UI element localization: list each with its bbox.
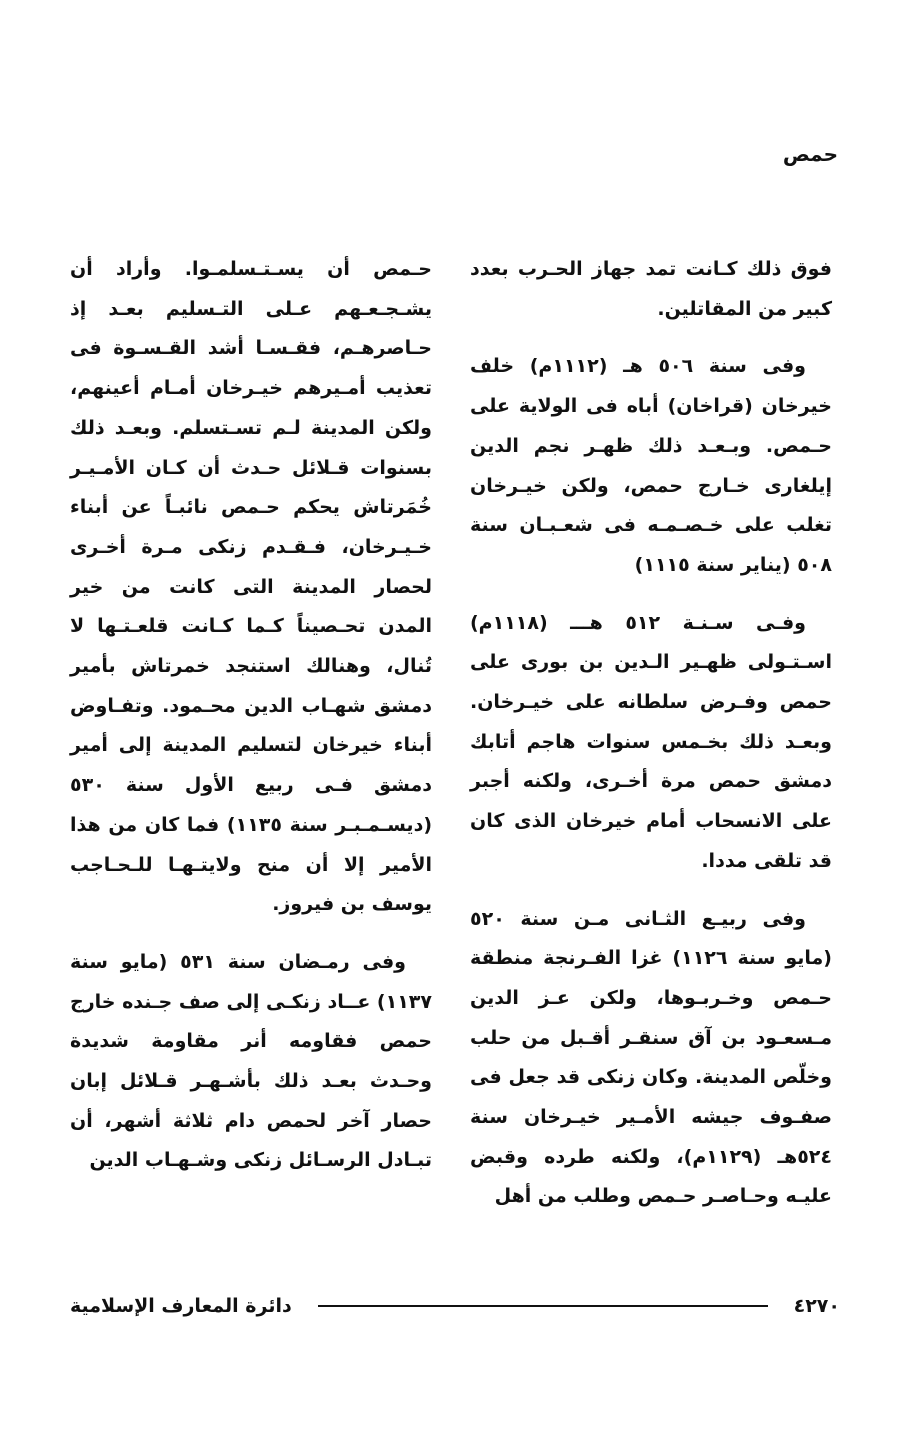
page-footer — [70, 1286, 840, 1326]
footer-divider — [318, 1305, 768, 1307]
running-head-title: حمص — [782, 142, 838, 166]
paragraph: وفى رمـضان سنة ٥٣١ (مايو سنة ١١٣٧) عــاد زنكـى إلى صف جـنده خارج حمص فقاومه أنر مقاومة شديدة وحـدث بعـد ذلك بأشـهـر قـلائل إبان حصار آخر لحمص دام ثلاثة أشهر، أن تبـادل الرسـائل زنكى وشـهـاب الدين — [70, 950, 432, 1172]
paragraph: وفى سنة ٥٠٦ هـ (١١١٢م) خلف خيرخان (قراخان) أباه فى الولاية على حـمص. وبـعـد ذلك ظهـر نجم الدين إيلغارى خـارج حمص، ولكن خيـرخان تغلب على خـصـمـه فى شعـبـان سنة ٥٠٨ (يناير سنة ١١١٥) — [470, 355, 832, 576]
page-number: ٤٢٧٠ — [793, 1295, 840, 1317]
paragraph: وفى ربيـع الثـانى مـن سنة ٥٢٠ (مايو سنة ١١٢٦) غزا الفـرنجة منطقة حـمص وخـربـوها، ولكن عـز الدين مـسعـود بن آق سنقـر أقـبل من حلب وخلّص المدينة. وكان زنكى قد جعل فى صفـوف جيشه الأمـير خيـرخان سنة ٥٢٤هـ (١١٢٩م)، ولكنه طرده وقبض عليـه وحـاصـر حـمص وطلب من أهل — [470, 907, 832, 1208]
publication-title: دائرة المعارف الإسلامية — [70, 1295, 292, 1317]
paragraph: حـمص أن يسـتـسلمـوا. وأراد أن يشـجـعـهم عـلى التـسليم بعـد إذ حـاصرهـم، فقـسـا أشد القـسـوة فى تعذيب أمـيرهم خيـرخان أمـام أعينهم، ولكن المدينة لـم تسـتسلم. وبعـد ذلك بسنوات قـلائل حـدث أن كـان الأمـيـر خُمَرتاش يحكم حـمص نائبـاً عن أبناء خـيـرخان، فـقـدم زنكى مـرة أخـرى لحصار المدينة التى كانت من خير المدن تحـصيناً كـما كـانت قلعـتـها لا تُنال، وهنالك استنجد خمرتاش بأمير دمشق شهـاب الدين محـمود. وتفـاوض أبناء خيرخان لتسليم المدينة إلى أمير دمشق فـى ربيع الأول سنة ٥٣٠ (ديسـمـبـر سنة ١١٣٥) فما كان من هذا الأمير إلا أن منح ولايتـهـا للـحـاجب يوسف بن فيروز. — [70, 258, 432, 916]
paragraph: وفـى سـنـة ٥١٢ هـــ (١١١٨م) اسـتـولى ظهـير الـدين بن بورى على حمص وفـرض سلطانه على خيـرخان. وبعـد ذلك بخـمس سنوات هاجم أتابك دمشق حمص مرة أخـرى، ولكنه أجبر على الانسحاب أمام خيرخان الذى كان قد تلقى مددا. — [470, 611, 832, 872]
text-column-right — [470, 250, 832, 1235]
paragraph: فوق ذلك كـانت تمد جهاز الحـرب بعدد كبير من المقاتلين. — [470, 258, 832, 320]
text-column-left — [70, 250, 432, 1199]
